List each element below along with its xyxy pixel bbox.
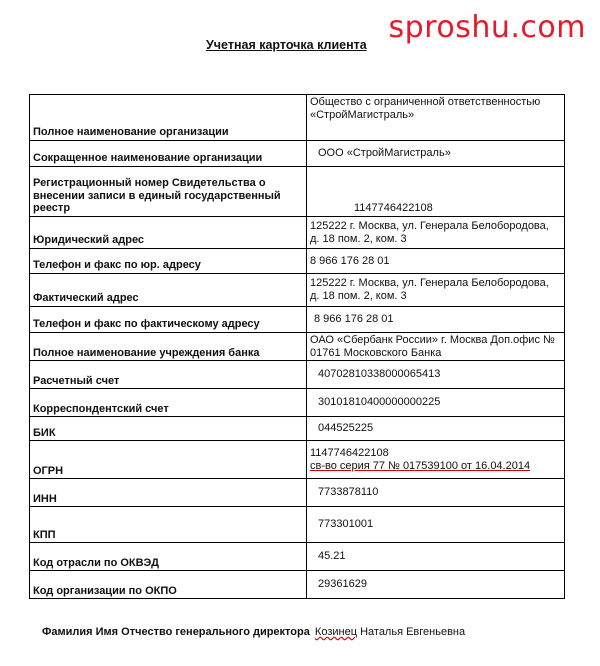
watermark: sproshu.com	[388, 10, 586, 45]
director-given-names: Наталья Евгеньевна	[360, 626, 466, 638]
row-value: 8 966 176 28 01	[307, 249, 565, 274]
value-text: 40702810338000065413	[318, 368, 441, 381]
row-label: Корреспондентский счет	[30, 389, 307, 417]
row-label: Фактический адрес	[30, 274, 307, 307]
director-line	[42, 626, 465, 638]
row-value: Общество с ограниченной ответственностью «СтройМагистраль»	[307, 95, 565, 141]
value-text: 8 966 176 28 01	[314, 313, 394, 326]
row-value: 125222 г. Москва, ул. Генерала Белобородова, д. 18 пом. 2, ком. 3	[307, 217, 565, 249]
row-value	[307, 507, 565, 543]
value-text-secondary: св-во серия 77 № 017539100 от 16.04.2014	[310, 459, 531, 472]
value-text: 1147746422108	[310, 447, 389, 460]
value-text: ООО «СтройМагистраль»	[318, 147, 451, 160]
table-row	[30, 389, 565, 417]
row-label: Код отрасли по ОКВЭД	[30, 543, 307, 571]
row-value	[307, 479, 565, 507]
row-label: Юридический адрес	[30, 217, 307, 249]
page-title: Учетная карточка клиента	[206, 38, 367, 52]
director-surname: Козинец	[314, 626, 358, 638]
table-row	[30, 361, 565, 389]
row-label: Сокращенное наименование организации	[30, 141, 307, 167]
value-text: 044525225	[318, 422, 374, 435]
director-label: Фамилия Имя Отчество генерального директора	[42, 626, 310, 638]
table-row	[30, 95, 565, 141]
table-row	[30, 274, 565, 307]
value-text: 30101810400000000225	[318, 396, 441, 409]
row-value	[307, 571, 565, 599]
table-row	[30, 141, 565, 167]
table-row	[30, 307, 565, 333]
row-label: Полное наименование организации	[30, 95, 307, 141]
row-label: ОГРН	[30, 441, 307, 479]
row-value	[307, 141, 565, 167]
row-value	[307, 543, 565, 571]
row-label: Телефон и факс по юр. адресу	[30, 249, 307, 274]
table-row	[30, 167, 565, 217]
table-row	[30, 333, 565, 361]
row-label: Регистрационный номер Свидетельства о внесении записи в единый государственный реестр	[30, 167, 307, 217]
row-label: Телефон и факс по фактическому адресу	[30, 307, 307, 333]
row-label: Код организации по ОКПО	[30, 571, 307, 599]
table-row	[30, 479, 565, 507]
value-text: 773301001	[318, 518, 374, 531]
row-label: Полное наименование учреждения банка	[30, 333, 307, 361]
table-row	[30, 441, 565, 479]
row-value	[307, 167, 565, 217]
value-text: 7733878110	[318, 486, 379, 499]
table-row	[30, 571, 565, 599]
table-row	[30, 249, 565, 274]
row-value	[307, 361, 565, 389]
client-card-table	[29, 94, 565, 599]
row-value: 125222 г. Москва, ул. Генерала Белобородова, д. 18 пом. 2, ком. 3	[307, 274, 565, 307]
table-row	[30, 543, 565, 571]
value-text: 29361629	[318, 578, 367, 591]
row-label: КПП	[30, 507, 307, 543]
row-value	[307, 441, 565, 479]
value-text: 1147746422108	[354, 202, 433, 215]
row-value: ОАО «Сбербанк России» г. Москва Доп.офис № 01761 Московского Банка	[307, 333, 565, 361]
value-text: 45.21	[318, 550, 346, 563]
table-row	[30, 507, 565, 543]
row-value	[307, 307, 565, 333]
table-row	[30, 217, 565, 249]
row-value	[307, 389, 565, 417]
row-label: ИНН	[30, 479, 307, 507]
row-value	[307, 417, 565, 441]
director-name	[315, 626, 465, 638]
row-label: БИК	[30, 417, 307, 441]
row-label: Расчетный счет	[30, 361, 307, 389]
table-row	[30, 417, 565, 441]
